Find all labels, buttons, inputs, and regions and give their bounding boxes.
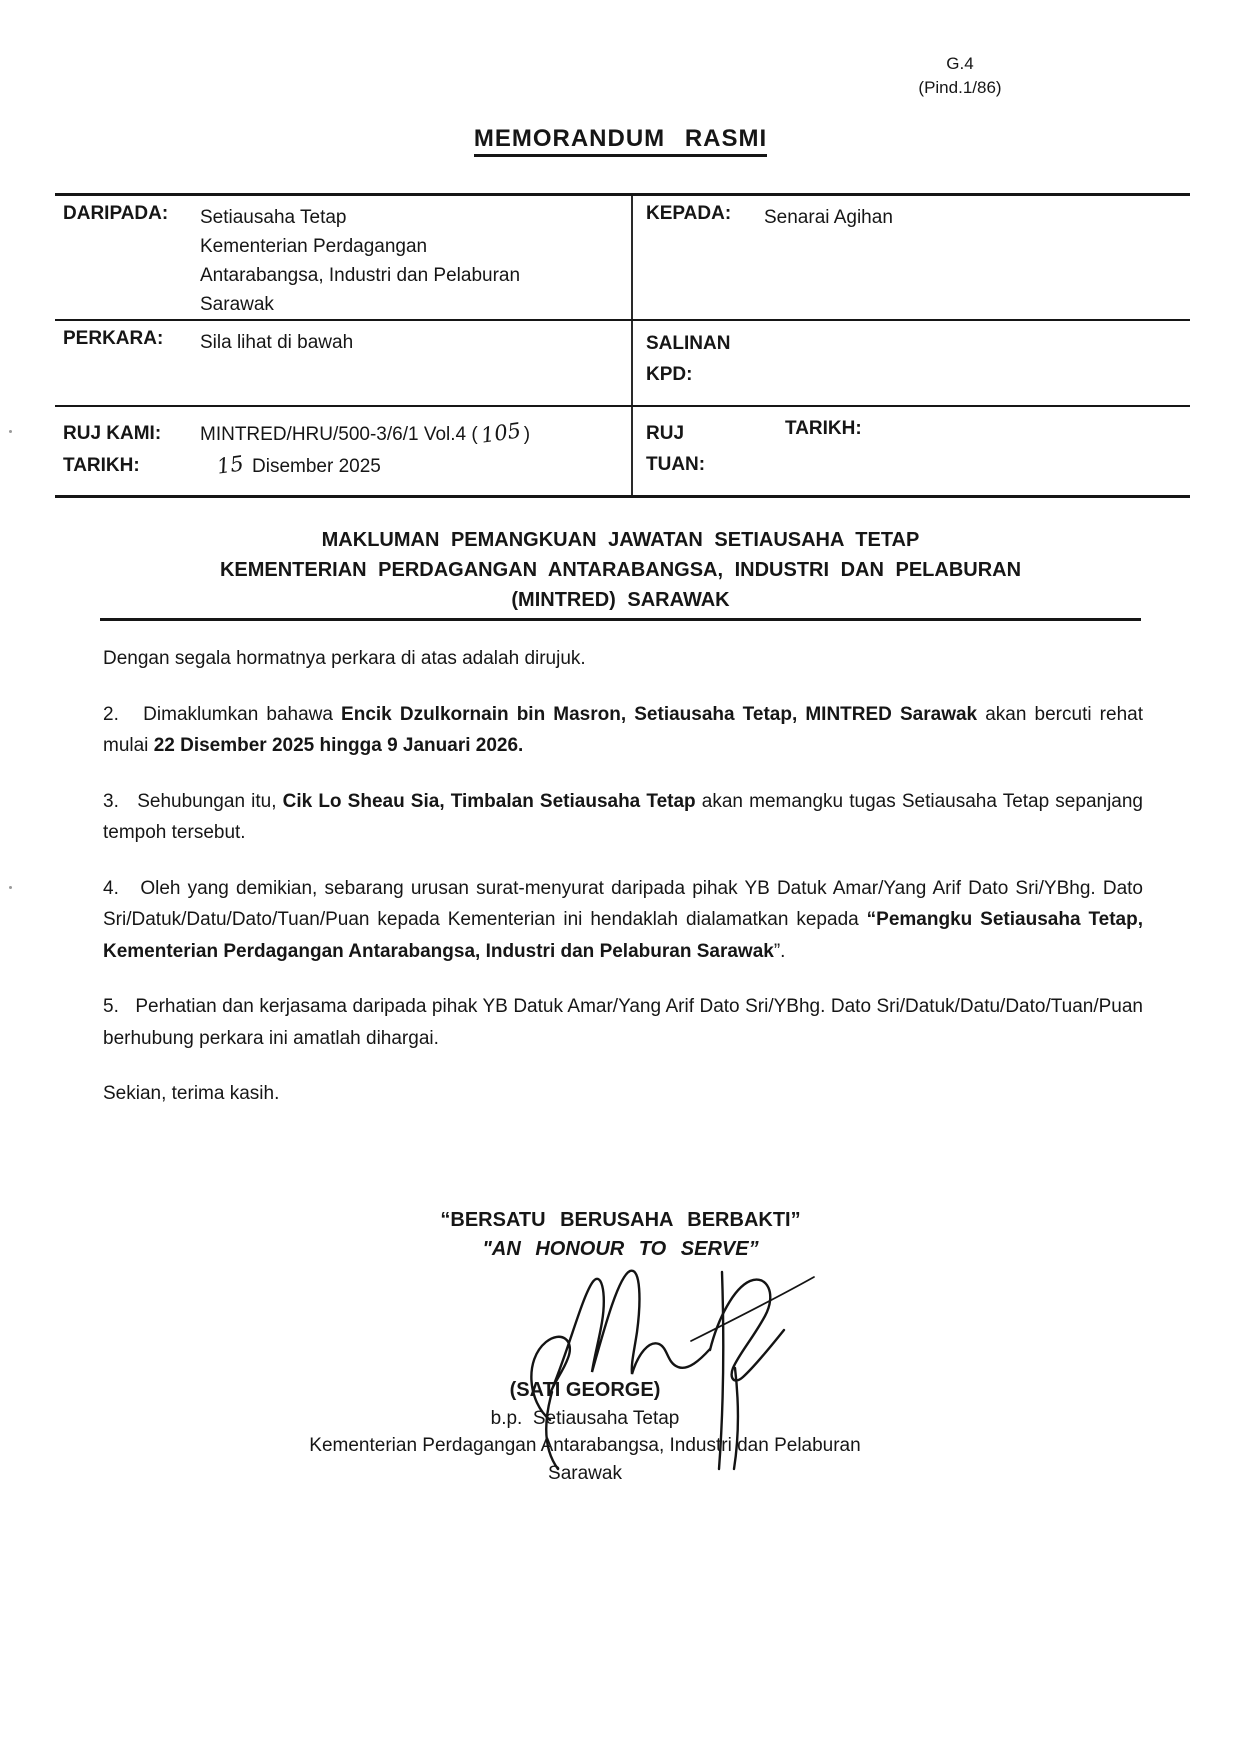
salinan-label-line1: SALINAN	[646, 333, 731, 354]
kepada-value: Senarai Agihan	[764, 207, 893, 228]
motto-block	[0, 1206, 1241, 1264]
table-row	[55, 196, 1190, 321]
motto-line-1: “BERSATU BERUSAHA BERBAKTI”	[440, 1209, 801, 1231]
table-row	[55, 321, 1190, 407]
motto-line-2: "AN HONOUR TO SERVE”	[482, 1238, 759, 1260]
tarikh-value: 15 Disember 2025	[200, 450, 381, 482]
signatory-org-line1: Kementerian Perdagangan Antarabangsa, Industri dan Pelaburan	[309, 1435, 861, 1456]
subject-line-3: (MINTRED) SARAWAK	[511, 589, 730, 611]
daripada-label: DARIPADA:	[63, 203, 169, 224]
perkara-cell	[55, 321, 633, 405]
scan-speck	[9, 430, 12, 433]
body-text	[103, 643, 1143, 1134]
kepada-label: KEPADA:	[646, 203, 732, 224]
form-revision: (Pind.1/86)	[918, 78, 1002, 97]
ruj-kami-value: MINTRED/HRU/500-3/6/1 Vol.4 (105)	[200, 418, 530, 450]
daripada-value: Setiausaha Tetap Kementerian Perdagangan Antarabangsa, Industri dan Pelaburan Sarawak	[200, 207, 521, 315]
daripada-cell	[55, 196, 633, 319]
signatory-name: (SATI GEORGE)	[509, 1379, 661, 1401]
salinan-cell	[633, 321, 1190, 405]
document-title: MEMORANDUM RASMI	[0, 125, 1241, 153]
signatory-org-line2: Sarawak	[548, 1462, 622, 1484]
paragraph-4: 4. Oleh yang demikian, sebarang urusan surat-menyurat daripada pihak YB Datuk Amar/Yang Arif Dato Sri/YBhg. Dato Sri/Datuk/Datu/Dato/Tuan/Puan kepada Kementerian ini hendaklah dialamatkan kepada “Pemangku Setiausaha Tetap, Kementerian Perdagangan Antarabangsa, Industri dan Pelaburan Sarawak”.	[103, 877, 1143, 962]
form-code-block	[880, 52, 1040, 100]
paragraph-2: 2. Dimaklumkan bahawa Encik Dzulkornain bin Masron, Setiausaha Tetap, MINTRED Sarawak akan bercuti rehat mulai 22 Disember 2025 hingga 9 Januari 2026.	[103, 703, 1143, 756]
tarikh-label: TARIKH:	[63, 455, 140, 476]
perkara-label: PERKARA:	[63, 328, 164, 349]
perkara-value: Sila lihat di bawah	[200, 332, 354, 353]
memo-header-table	[55, 193, 1190, 498]
paragraph-1: Dengan segala hormatnya perkara di atas adalah dirujuk.	[103, 648, 586, 669]
subject-heading	[100, 525, 1141, 621]
ruj-tuan-cell	[633, 407, 1190, 495]
ruj-tuan-label-line1: RUJ	[646, 423, 685, 444]
paragraph-3: 3. Sehubungan itu, Cik Lo Sheau Sia, Timbalan Setiausaha Tetap akan memangku tugas Setiausaha Tetap sepanjang tempoh tersebut.	[103, 790, 1143, 843]
ruj-kami-handwritten-number: 105	[479, 418, 523, 448]
table-row	[55, 407, 1190, 495]
subject-line-1: MAKLUMAN PEMANGKUAN JAWATAN SETIAUSAHA TETAP	[321, 529, 920, 551]
ruj-kami-label: RUJ KAMI:	[63, 423, 162, 444]
scan-speck	[9, 886, 12, 889]
form-code: G.4	[946, 54, 974, 73]
ruj-tuan-label-line2: TUAN:	[646, 454, 706, 475]
tarikh-handwritten-day: 15	[215, 451, 246, 479]
subject-line-2: KEMENTERIAN PERDAGANGAN ANTARABANGSA, INDUSTRI DAN PELABURAN	[219, 559, 1022, 581]
signoff-block	[0, 1377, 1170, 1487]
paragraph-5: 5. Perhatian dan kerjasama daripada pihak YB Datuk Amar/Yang Arif Dato Sri/YBhg. Dato Sri/Datuk/Datu/Dato/Tuan/Puan berhubung perkara ini amatlah dihargai.	[103, 996, 1143, 1049]
tarikh-tuan-label: TARIKH:	[785, 418, 862, 439]
signatory-behalf: b.p. Setiausaha Tetap	[490, 1407, 680, 1429]
closing-line: Sekian, terima kasih.	[103, 1083, 280, 1104]
ruj-kami-cell	[55, 407, 633, 495]
salinan-label-line2: KPD:	[646, 364, 693, 385]
kepada-cell	[633, 196, 1190, 319]
